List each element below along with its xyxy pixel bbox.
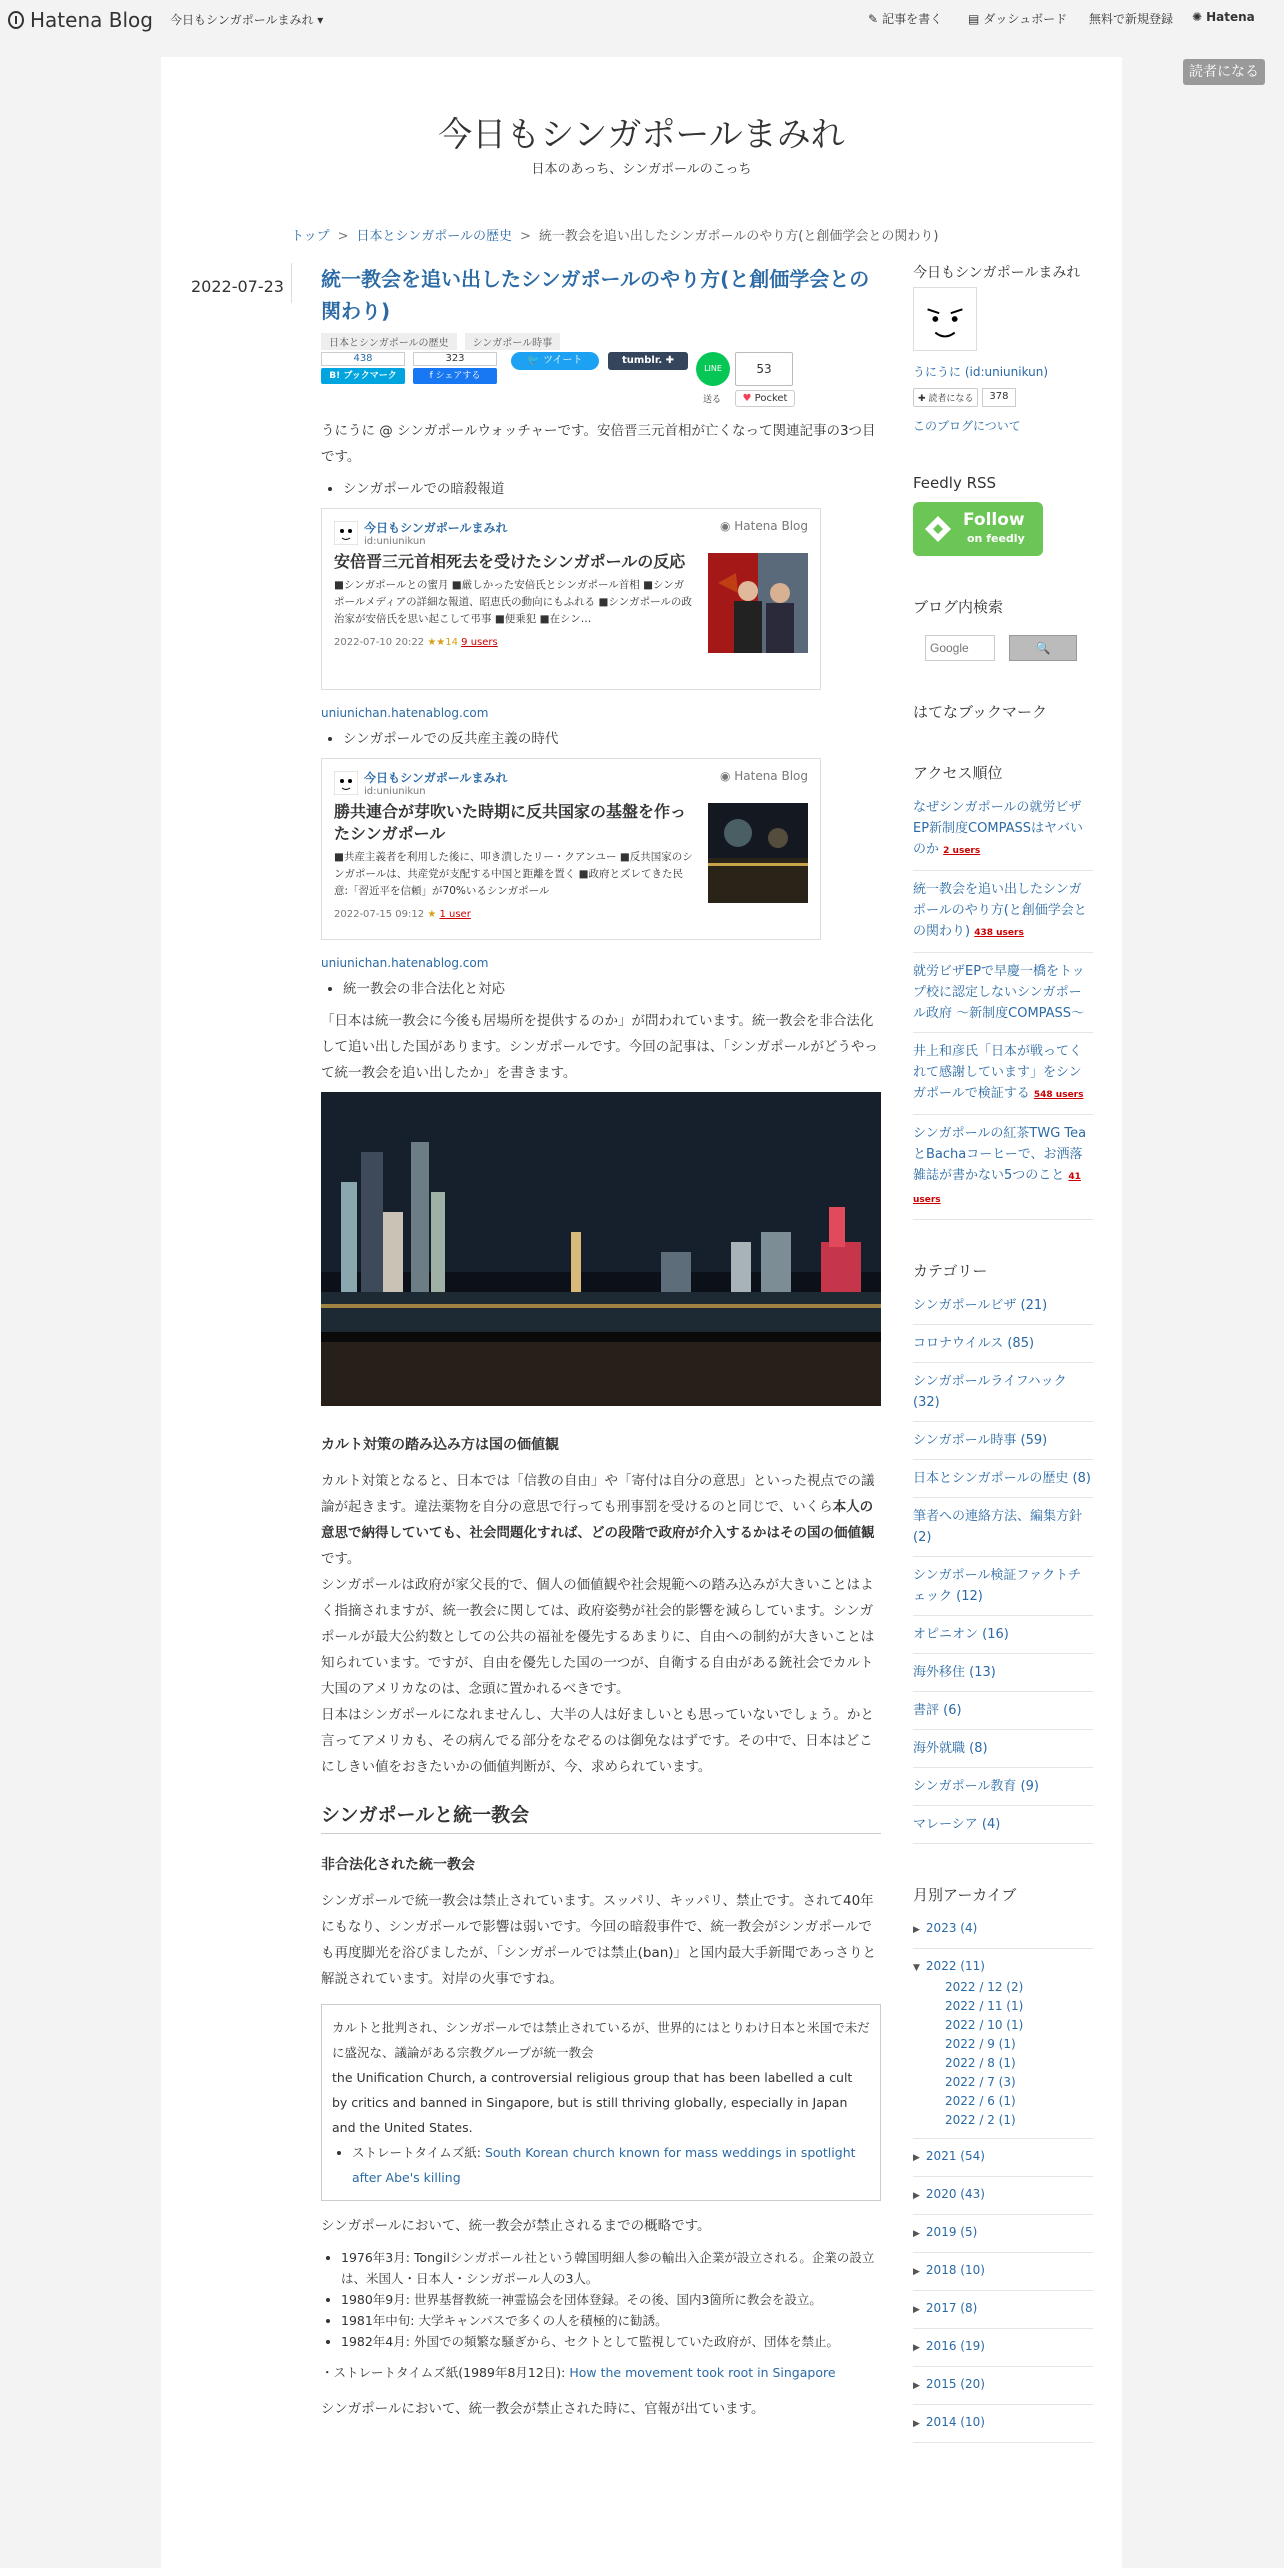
feedly-heading: Feedly RSS xyxy=(913,474,997,492)
timeline-item: • 1981年中旬: 大学キャンパスで多くの人を積極的に勧誘。 xyxy=(341,2310,881,2331)
archive-year-expanded[interactable]: ▼ 2022 (11) 2022 / 12 (2) 2022 / 11 (1) 2022 / 10 (1) 2022 / 9 (1) 2022 / 8 (1) 2022 / 7 (3) 2022 / 6 (1) 2022 / 2 (1) xyxy=(913,1949,1093,2139)
category-item[interactable]: シンガポールビザ (21) xyxy=(913,1287,1093,1325)
feedly-icon xyxy=(923,514,953,544)
category-item[interactable]: 海外就職 (8) xyxy=(913,1730,1093,1768)
archive-year[interactable]: ▶ 2017 (8) xyxy=(913,2291,1093,2329)
star-icon: ★★14 xyxy=(427,637,458,648)
breadcrumb-current: 統一教会を追い出したシンガポールのやり方(と創価学会との関わり) xyxy=(538,229,939,244)
archive-month[interactable]: 2022 / 7 (3) xyxy=(945,2075,1016,2089)
sidebar xyxy=(913,263,1093,2443)
search-widget xyxy=(925,635,1093,661)
archive-year[interactable]: ▶ 2014 (10) xyxy=(913,2405,1093,2443)
expand-triangle-icon[interactable]: ▶ xyxy=(913,2381,920,2391)
breadcrumb-separator: > xyxy=(337,229,349,244)
feedly-follow-button[interactable]: Follow on feedly xyxy=(913,502,1043,556)
plus-icon: ✚ xyxy=(665,355,675,366)
paragraph: シンガポールで統一教会は禁止されています。スッパリ、キッパリ、禁止です。されて40年にもなり、シンガポールで影響は弱いです。今回の暗殺事件で、統一教会がシンガポールでも再度脚光を浴びましたが、「シンガポールでは禁止(ban)」と国内最大手新聞であっさりと解説されています。対岸の火事ですね。 xyxy=(321,1893,876,1987)
twitter-icon: 🐦 xyxy=(527,355,544,366)
hatebu-count: 438 xyxy=(321,352,405,366)
plus-icon: ✚ xyxy=(918,394,929,404)
sidebar-reader-button[interactable]: ✚ 読者になる xyxy=(913,388,978,407)
search-heading: ブログ内検索 xyxy=(913,598,1004,616)
blog-title[interactable]: 今日もシンガポールまみれ xyxy=(438,115,845,155)
profile-avatar-icon[interactable] xyxy=(913,287,977,351)
section-heading: カルト対策の踏み込み方は国の価値観 xyxy=(321,1437,559,1453)
tumblr-button[interactable]: tumblr. ✚ xyxy=(608,352,688,370)
pocket-icon: ♥ xyxy=(742,393,752,404)
search-icon: 🔍 xyxy=(1035,641,1051,655)
hatena-menu[interactable]: ✺ Hatena xyxy=(1192,10,1255,24)
pocket-button[interactable]: ♥ Pocket xyxy=(735,390,795,407)
card-hatena-blog-label: ◉ Hatena Blog xyxy=(719,769,808,783)
category-item[interactable]: 海外移住 (13) xyxy=(913,1654,1093,1692)
emphasis-text: 本人の意思で納得していても、社会問題化すれば、どの段階で政府が介入するかはその国の価値観 xyxy=(321,1499,875,1541)
card-description: ■シンガポールとの蜜月 ■厳しかった安倍氏とシンガポール首相 ■シンガポールメディアの詳細な報道、昭恵氏の動向にもふれる ■シンガポールの政治家が安倍氏を思い起こして弔事 ■便乗犯 ■在シン… xyxy=(334,579,692,625)
profile-title: 今日もシンガポールまみれ xyxy=(913,265,1081,281)
search-button[interactable] xyxy=(1009,635,1077,661)
archive-months xyxy=(945,1978,1093,2130)
facebook-icon: f xyxy=(429,371,436,381)
blog-page xyxy=(161,57,1122,2568)
singapore-night-photo xyxy=(321,1092,881,1406)
archive-month[interactable]: 2022 / 2 (1) xyxy=(945,2113,1016,2127)
breadcrumb-separator: > xyxy=(519,229,531,244)
archive-month[interactable]: 2022 / 12 (2) xyxy=(945,1980,1024,1994)
bookmark-count-badge[interactable]: 41 users xyxy=(913,1172,1081,1205)
bookmark-users[interactable]: 1 user xyxy=(439,909,471,920)
ranking-item[interactable]: 就労ビザEPで早慶一橋をトップ校に認定しないシンガポール政府 ～新制度COMPASS～ xyxy=(913,953,1093,1033)
ranking-item[interactable]: 井上和彦氏「日本が戦ってくれて感謝しています」をシンガポールで検証する 548 users xyxy=(913,1033,1093,1115)
archive-year[interactable]: ▶ 2019 (5) xyxy=(913,2215,1093,2253)
article-categories xyxy=(321,333,881,350)
profile-name[interactable]: うにうに (id:uniunikun) xyxy=(913,365,1049,379)
search-input[interactable] xyxy=(925,635,995,661)
card-title: 安倍晋三元首相死去を受けたシンガポールの反応 xyxy=(334,552,686,571)
hatena-logo-icon xyxy=(8,11,24,29)
section-heading: 非合法化された統一教会 xyxy=(321,1857,475,1873)
breadcrumb xyxy=(291,225,938,244)
dashboard-link[interactable]: ▤ ダッシュボード xyxy=(968,11,1068,26)
collapse-triangle-icon[interactable]: ▼ xyxy=(913,1963,920,1973)
archive-year[interactable]: ▶ 2023 (4) xyxy=(913,1911,1093,1949)
paragraph: 「日本は統一教会に今後も居場所を提供するのか」が問われています。統一教会を非合法化して追い出した国があります。シンガポールです。今回の記事は、「シンガポールがどうやって統一教会を追い出したか」を書きます。 xyxy=(321,1013,878,1081)
card-user-id: id:uniunikun xyxy=(364,786,426,797)
hatena-blog-logo[interactable]: Hatena Blog xyxy=(8,8,153,32)
line-button[interactable]: LINE xyxy=(696,352,730,386)
category-item[interactable]: シンガポールライフハック (32) xyxy=(913,1363,1093,1422)
blog-description: 日本のあっち、シンガポールのこっち xyxy=(531,162,752,177)
breadcrumb-top[interactable]: トップ xyxy=(291,229,330,244)
top-navigation-bar xyxy=(0,0,1284,38)
timeline-item: • 1982年4月: 外国での頻繁な騒ぎから、セクトとして監視していた政府が、団体を禁止。 xyxy=(341,2331,881,2352)
archive-year[interactable]: ▶ 2020 (43) xyxy=(913,2177,1093,2215)
category-tag[interactable]: シンガポール時事 xyxy=(465,333,561,350)
facebook-share-button[interactable]: f シェアする xyxy=(413,368,497,384)
category-item[interactable]: シンガポール時事 (59) xyxy=(913,1422,1093,1460)
card-thumbnail xyxy=(708,553,808,653)
card-title: 勝共連合が芽吹いた時期に反共国家の基盤を作ったシンガポール xyxy=(334,802,687,843)
archive-month[interactable]: 2022 / 8 (1) xyxy=(945,2056,1016,2070)
expand-triangle-icon[interactable]: ▶ xyxy=(913,2229,920,2239)
expand-triangle-icon[interactable]: ▶ xyxy=(913,2153,920,2163)
category-item[interactable]: コロナウイルス (85) xyxy=(913,1325,1093,1363)
card-user-id: id:uniunikun xyxy=(364,536,426,547)
straits-times-link[interactable]: How the movement took root in Singapore xyxy=(569,2365,836,2380)
date-divider xyxy=(291,263,292,303)
expand-triangle-icon[interactable]: ▶ xyxy=(913,2343,920,2353)
reader-widget xyxy=(913,388,1093,407)
paragraph: シンガポールにおいて、統一教会が禁止された時に、官報が出ています。 xyxy=(321,2401,765,2417)
paragraph: シンガポールにおいて、統一教会が禁止されるまでの概略です。 xyxy=(321,2218,711,2234)
category-tag[interactable]: 日本とシンガポールの歴史 xyxy=(321,333,457,350)
intro-paragraph: うにうに @ シンガポールウォッチャーです。安倍晋三元首相が亡くなって関連記事の3つ目です。 xyxy=(321,423,876,465)
hatena-logo-icon: ◉ xyxy=(719,519,735,533)
category-item[interactable]: 筆者への連絡方法、編集方針 (2) xyxy=(913,1498,1093,1557)
expand-triangle-icon[interactable]: ▶ xyxy=(913,2191,920,2201)
category-item[interactable]: マレーシア (4) xyxy=(913,1806,1093,1844)
quote-english: the Unification Church, a controversial religious group that has been labelled a cult by critics and banned in Singapore, but is still thriving globally, especially in Japan and the United States. xyxy=(332,2070,853,2135)
article-date[interactable]: 2022-07-23 xyxy=(191,277,284,296)
archive-year[interactable]: ▶ 2021 (54) xyxy=(913,2139,1093,2177)
expand-triangle-icon[interactable]: ▶ xyxy=(913,2267,920,2277)
breadcrumb-category[interactable]: 日本とシンガポールの歴史 xyxy=(356,229,512,244)
archive-year[interactable]: ▶ 2016 (19) xyxy=(913,2329,1093,2367)
quote-source-link[interactable]: South Korean church known for mass weddings in spotlight after Abe's killing xyxy=(352,2145,856,2185)
reader-count: 378 xyxy=(982,388,1015,407)
reader-button[interactable]: 読者になる xyxy=(1183,59,1265,85)
expand-triangle-icon[interactable]: ▶ xyxy=(913,2419,920,2429)
article-body xyxy=(321,263,881,2422)
timeline-item: • 1980年9月: 世界基督教統一神霊協会を団体登録。その後、国内3箇所に教会を設立。 xyxy=(341,2289,881,2310)
dashboard-icon: ▤ xyxy=(968,11,980,26)
expand-triangle-icon[interactable]: ▶ xyxy=(913,1925,920,1935)
ranking-item[interactable]: 統一教会を追い出したシンガポールのやり方(と創価学会との関わり) 438 users xyxy=(913,871,1093,953)
bookmark-count-badge[interactable]: 548 users xyxy=(1033,1090,1084,1100)
source-link[interactable]: uniunichan.hatenablog.com xyxy=(321,956,489,970)
ranking-item[interactable]: なぜシンガポールの就労ビザEP新制度COMPASSはヤバいのか 2 users xyxy=(913,789,1093,871)
tweet-button[interactable]: 🐦 ツイート xyxy=(511,352,599,370)
line-send-label: 送る xyxy=(703,395,722,405)
archive-month[interactable]: 2022 / 6 (1) xyxy=(945,2094,1016,2108)
pocket-count: 53 xyxy=(735,352,793,386)
hatena-logo-icon: ◉ xyxy=(719,769,735,783)
expand-triangle-icon[interactable]: ▶ xyxy=(913,2305,920,2315)
category-item[interactable]: シンガポール教育 (9) xyxy=(913,1768,1093,1806)
timeline-item: • 1976年3月: Tongilシンガポール社という韓国明細人参の輸出入企業が設立される。企業の設立は、米国人・日本人・シンガポール人の3人。 xyxy=(341,2247,881,2289)
category-item[interactable]: 書評 (6) xyxy=(913,1692,1093,1730)
bookmark-users[interactable]: 9 users xyxy=(461,637,498,648)
card-thumbnail xyxy=(708,803,808,903)
author-avatar-icon xyxy=(334,771,358,795)
hatena-gear-icon: ✺ xyxy=(1192,10,1203,24)
quote-source: • ストレートタイムズ紙: South Korean church known for mass weddings in spotlight after Abe's killing xyxy=(352,2140,870,2190)
article-heading: シンガポールと統一教会 xyxy=(321,1800,881,1834)
card-description: ■共産主義者を利用した後に、叩き潰したリー・クアンユー ■反共国家のシンガポールは、共産党が支配する中国と距離を置く ■政府とズレてきた民意:「習近平を信頼」が70%いるシンガポール xyxy=(334,851,693,897)
ranking-list xyxy=(913,789,1093,1220)
source-link[interactable]: uniunichan.hatenablog.com xyxy=(321,706,489,720)
star-icon: ★ xyxy=(427,909,437,920)
list-item: • シンガポールでの暗殺報道 xyxy=(343,478,881,500)
paragraph: 日本はシンガポールになれませんし、大半の人は好ましいとも思っていないでしょう。かと言ってアメリカも、その病んでる部分をなぞるのは御免なはずです。その中で、日本はどこにしきい値をおきたいかの価値判断が、今、求められています。 xyxy=(321,1707,874,1775)
ranking-heading: アクセス順位 xyxy=(913,764,1003,782)
about-link[interactable]: このブログについて xyxy=(913,419,1021,433)
paragraph: シンガポールは政府が家父長的で、個人の価値観や社会規範への踏み込みが大きいことはよく指摘されますが、統一教会に関しては、政府姿勢が社会的影響を減らしています。シンガポールが最大公約数としての公共の福祉を優先するあまりに、自由への制約が大きいことは知られています。ですが、自由を優先した国の一つが、自衛する自由がある銃社会でカルト大国のアメリカなのは、念頭に置かれるべきです。 xyxy=(321,1577,875,1697)
facebook-count: 323 xyxy=(413,352,497,366)
archive-heading: 月別アーカイブ xyxy=(913,1886,1017,1904)
bookmark-count-badge[interactable]: 438 users xyxy=(974,928,1024,938)
share-buttons xyxy=(321,352,881,410)
card-meta: 2022-07-15 09:12 ★ 1 user xyxy=(334,909,471,920)
card-blog-name: 今日もシンガポールまみれ xyxy=(364,771,508,785)
ranking-item[interactable]: シンガポールの紅茶TWG TeaとBachaコーヒーで、お洒落雑誌が書かない5つのこと 41 users xyxy=(913,1115,1093,1220)
embed-card[interactable] xyxy=(321,758,821,940)
archive-month[interactable]: 2022 / 11 (1) xyxy=(945,1999,1024,2013)
blockquote xyxy=(321,2004,881,2201)
category-item[interactable]: オピニオン (16) xyxy=(913,1616,1093,1654)
category-list xyxy=(913,1287,1093,1844)
category-item[interactable]: シンガポール検証ファクトチェック (12) xyxy=(913,1557,1093,1616)
article-title[interactable]: 統一教会を追い出したシンガポールのやり方(と創価学会との関わり) xyxy=(321,267,870,323)
archive-year[interactable]: ▶ 2015 (20) xyxy=(913,2367,1093,2405)
blog-selector-menu[interactable]: 今日もシンガポールまみれ ▾ xyxy=(170,13,324,27)
card-blog-name: 今日もシンガポールまみれ xyxy=(364,521,508,535)
bookmark-heading: はてなブックマーク xyxy=(913,703,1047,721)
register-link[interactable]: 無料で新規登録 xyxy=(1089,12,1174,26)
pencil-icon: ✎ xyxy=(868,11,879,26)
list-item: • 統一教会の非合法化と対応 xyxy=(343,978,881,1000)
author-avatar-icon xyxy=(334,521,358,545)
card-meta: 2022-07-10 20:22 ★★14 9 users xyxy=(334,637,498,648)
archive-month[interactable]: 2022 / 9 (1) xyxy=(945,2037,1016,2051)
card-hatena-blog-label: ◉ Hatena Blog xyxy=(719,519,808,533)
paragraph: カルト対策となると、日本では「信教の自由」や「寄付は自分の意思」といった視点での議論が起きます。違法薬物を自分の意思で行っても刑事罰を受けるのと同じで、いくら本人の意思で納得していても、社会問題化すれば、どの段階で政府が介入するかはその国の価値観です。 xyxy=(321,1473,875,1567)
archive-list xyxy=(913,1911,1093,2443)
write-article-link[interactable]: ✎ 記事を書く xyxy=(868,11,943,26)
archive-year[interactable]: ▶ 2018 (10) xyxy=(913,2253,1093,2291)
archive-month[interactable]: 2022 / 10 (1) xyxy=(945,2018,1024,2032)
bookmark-count-badge[interactable]: 2 users xyxy=(943,846,981,856)
category-heading: カテゴリー xyxy=(913,1262,988,1280)
hatena-bookmark-button[interactable]: B! ブックマーク xyxy=(321,368,405,384)
list-item: • シンガポールでの反共産主義の時代 xyxy=(343,728,881,750)
source-line: ・ストレートタイムズ紙(1989年8月12日): How the movement took root in Singapore xyxy=(321,2365,836,2380)
category-item[interactable]: 日本とシンガポールの歴史 (8) xyxy=(913,1460,1093,1498)
quote-japanese: カルトと批判され、シンガポールでは禁止されているが、世界的にはとりわけ日本と米国で未だに盛況な、議論がある宗教グループが統一教会 xyxy=(332,2020,870,2060)
embed-card[interactable] xyxy=(321,508,821,690)
